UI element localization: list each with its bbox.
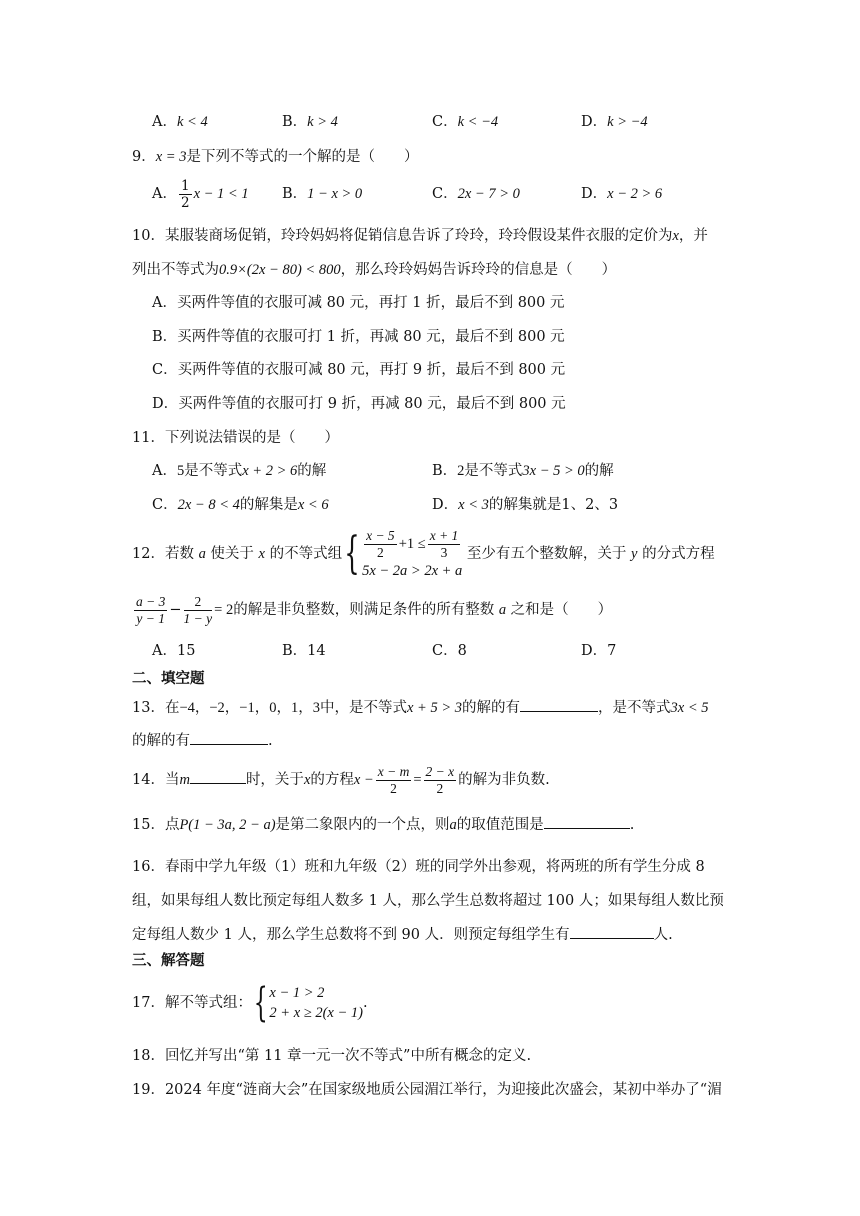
q11-stem: 11．下列说法错误的是（ ） xyxy=(132,430,339,446)
q19-stem: 19．2024 年度“涟商大会”在国家级地质公园湄江举行，为迎接此次盛会，某初中举办了“湄 xyxy=(132,1082,722,1098)
q9-stem: 9．x = 3是下列不等式的一个解的是（ ） xyxy=(132,149,419,165)
q8-option-a: A．k < 4 xyxy=(152,114,208,130)
system-brace: { xyxy=(253,980,268,1026)
q12-option-a: A．15 xyxy=(152,643,196,659)
inequality-system: $\frac{x - 5}{2}$ +1 ≤ $\frac{x + 1}{3}$ 5x − 2a > 2x + a xyxy=(362,527,463,579)
q16-line1: 16．春雨中学九年级（1）班和九年级（2）班的同学外出参观，将两班的所有学生分成 8 xyxy=(132,859,705,875)
q16-line2: 组，如果每组人数比预定每组人数多 1 人，那么学生总数将超过 100 人；如果每组人数比预 xyxy=(132,893,724,909)
section-solution: 三、解答题 xyxy=(132,952,205,969)
q9-option-a: A． $\frac{1}{2}$ x − 1 < 1 xyxy=(152,177,249,211)
q11-option-a: A．5是不等式x + 2 > 6的解 xyxy=(152,463,327,479)
q12-stem-line2: $\frac{a - 3}{y - 1}$ − $\frac{2}{1 - y}$ = 2的解是非负整数，则满足条件的所有整数 a 之和是（ ） xyxy=(136,593,613,626)
q9-option-d: D．x − 2 > 6 xyxy=(581,186,663,202)
q10-stem-line2: 列出不等式为0.9×(2x − 80) < 800，那么玲玲妈妈告诉玲玲的信息是（ ） xyxy=(132,262,617,278)
q10-stem-line1: 10．某服装商场促销，玲玲妈妈将促销信息告诉了玲玲，玲玲假设某件衣服的定价为x，并 xyxy=(132,228,708,244)
q14-answer-blank[interactable] xyxy=(190,769,246,784)
q9-option-b: B．1 − x > 0 xyxy=(282,186,363,202)
q12-option-c: C．8 xyxy=(432,643,467,659)
q10-option-b: B．买两件等值的衣服可打 1 折，再减 80 元，最后不到 800 元 xyxy=(152,329,565,345)
q13-answer-blank-1[interactable] xyxy=(520,697,598,712)
system-brace: { xyxy=(344,528,360,579)
q13-answer-blank-2[interactable] xyxy=(190,730,268,745)
q14-stem: 14．当m 时，关于x的方程x − $\frac{x - m}{2}$ = $\frac{2 - x}{2}$ 的解为非负数. xyxy=(132,763,550,796)
q10-option-d: D．买两件等值的衣服可打 9 折，再减 80 元，最后不到 800 元 xyxy=(152,396,566,412)
q8-option-b: B．k > 4 xyxy=(282,114,338,130)
q12-stem-line1: 12．若数 a 使关于 x 的不等式组{ $\frac{x - 5}{2}$ +1 ≤ $\frac{x + 1}{3}$ 5x − 2a > 2x + a 至少有五个整数解，关于 y 的分式方程 xyxy=(132,527,715,579)
q11-option-b: B．2是不等式3x − 5 > 0的解 xyxy=(432,463,614,479)
q12-option-d: D．7 xyxy=(581,643,617,659)
q15-stem: 15．点P(1 − 3a, 2 − a)是第二象限内的一个点，则a的取值范围是 . xyxy=(132,814,634,836)
q11-option-d: D．x < 3的解集就是1、2、3 xyxy=(432,497,619,513)
q16-line3: 定每组人数少 1 人，那么学生总数将不到 90 人．则预定每组学生有 人. xyxy=(132,924,673,946)
inequality-system: x − 1 > 2 2 + x ≥ 2(x − 1) xyxy=(269,985,363,1021)
q17-stem: 17．解不等式组：{ x − 1 > 2 2 + x ≥ 2(x − 1) . xyxy=(132,980,368,1026)
q16-answer-blank[interactable] xyxy=(570,924,654,939)
q18-stem: 18．回忆并写出“第 11 章一元一次不等式”中所有概念的定义. xyxy=(132,1048,532,1064)
q10-option-a: A．买两件等值的衣服可减 80 元，再打 1 折，最后不到 800 元 xyxy=(152,295,565,311)
q8-option-d: D．k > −4 xyxy=(581,114,648,130)
section-fill-in-blank: 二、填空题 xyxy=(132,670,205,687)
q12-option-b: B．14 xyxy=(282,643,326,659)
q11-option-c: C．2x − 8 < 4的解集是x < 6 xyxy=(152,497,329,513)
q15-answer-blank[interactable] xyxy=(544,814,630,829)
q13-stem-line1: 13．在−4，−2，−1，0，1，3中，是不等式x + 5 > 3的解的有 ，是不等式3x < 5 xyxy=(132,697,709,719)
q9-option-c: C．2x − 7 > 0 xyxy=(432,186,520,202)
q8-option-c: C．k < −4 xyxy=(432,114,499,130)
q10-option-c: C．买两件等值的衣服可减 80 元，再打 9 折，最后不到 800 元 xyxy=(152,362,566,378)
q13-stem-line2: 的解的有 . xyxy=(132,730,273,752)
